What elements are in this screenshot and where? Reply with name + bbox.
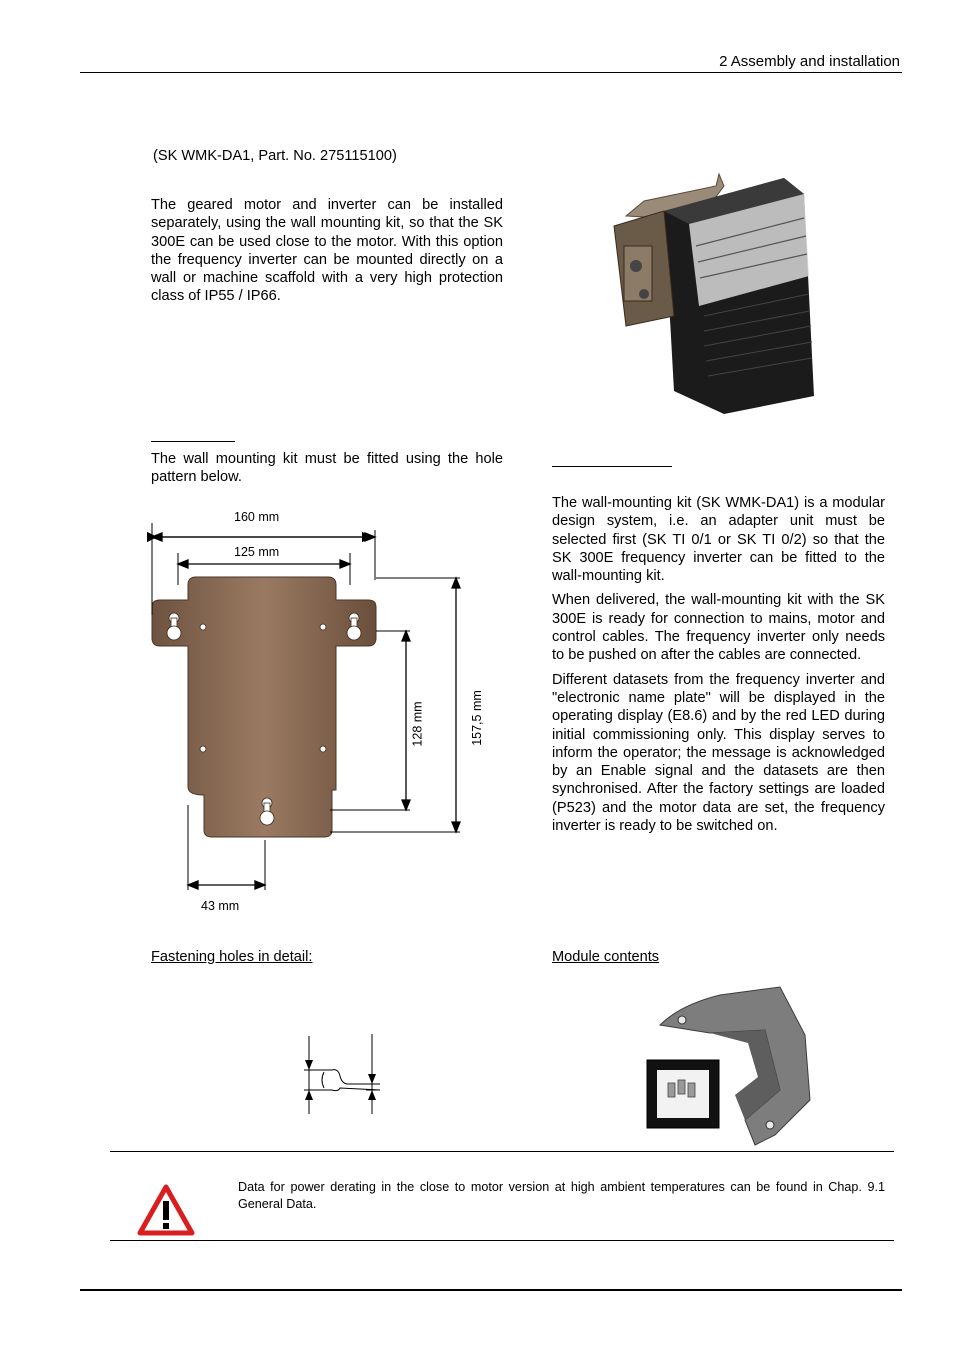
part-number: (SK WMK-DA1, Part. No. 275115100)	[153, 148, 397, 164]
header-rule	[80, 72, 902, 73]
paragraph-modular-design: The wall-mounting kit (SK WMK-DA1) is a modular design system, i.e. an adapter unit must be selected first (SK TI 0/1 or SK TI 0/2) so that the SK 300E frequency inverter can be fitted to the wall-mounting kit.	[552, 495, 885, 585]
dim-125-label: 125 mm	[234, 545, 280, 559]
paragraph-delivery: When delivered, the wall-mounting kit with the SK 300E is ready for connection to mains, motor and control cables. The frequency inverter only needs to be pushed on after the cables are connected.	[552, 592, 885, 664]
right-text-block	[552, 494, 885, 841]
fastening-hole-detail	[300, 1032, 390, 1122]
mounting-plate	[152, 577, 376, 837]
dim-157-label: 157,5 mm	[469, 690, 484, 746]
note-heading-rule	[151, 441, 235, 442]
warning-bottom-rule	[110, 1240, 894, 1241]
warning-triangle-icon	[136, 1183, 196, 1237]
intro-paragraph: The geared motor and inverter can be installed separately, using the wall mounting kit, so that the SK 300E can be used close to the motor. With this option the frequency inverter can be mounted directly on a wall or machine scaffold with a very high protection class of IP55 / IP66.	[151, 197, 503, 305]
dim-128-label: 128 mm	[410, 701, 425, 747]
dim-43-label: 43 mm	[201, 899, 240, 913]
right-heading-rule	[552, 466, 672, 467]
hole-pattern-note: The wall mounting kit must be fitted using the hole pattern below.	[151, 451, 503, 486]
header-chapter-title: 2 Assembly and installation	[719, 53, 900, 70]
paragraph-datasets: Different datasets from the frequency inverter and "electronic name plate" will be displayed in the operating display (E8.6) and by the red LED during initial commissioning only. This display serves to inform the operator; the message is acknowledged by an Enable signal and the datasets are then synchronised. After the factory settings are loaded (P523) and the motor data are set, the frequency inverter is ready to be switched on.	[552, 671, 885, 835]
inverter-photo	[604, 166, 834, 416]
dim-160-label: 160 mm	[234, 510, 280, 524]
footer-rule	[80, 1289, 902, 1291]
module-contents-photo	[640, 985, 840, 1155]
fastening-holes-heading: Fastening holes in detail:	[151, 949, 313, 965]
hole-pattern-drawing	[140, 505, 500, 925]
module-contents-heading: Module contents	[552, 949, 660, 965]
warning-text: Data for power derating in the close to motor version at high ambient temperatures can be found in Chap. 9.1 General Data.	[238, 1180, 885, 1211]
warning-top-rule	[110, 1151, 894, 1152]
